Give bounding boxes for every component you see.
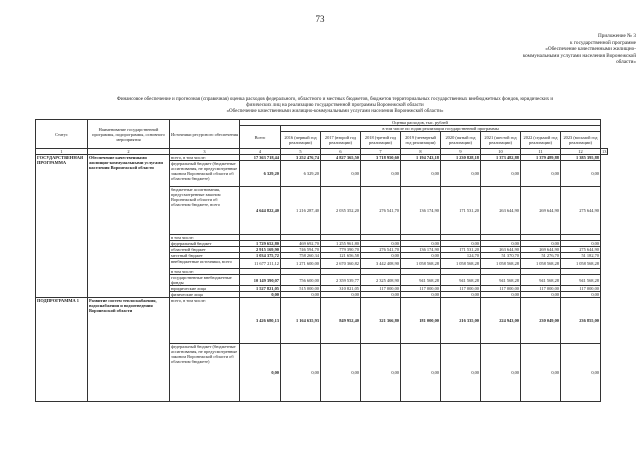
value-year: 0,00 bbox=[441, 344, 481, 402]
row-status: ГОСУДАРСТВЕННАЯ ПРОГРАММА bbox=[36, 155, 88, 298]
value-year: 0,00 bbox=[321, 161, 361, 187]
value-year: 0,00 bbox=[361, 253, 401, 259]
value-total: 6 329,20 bbox=[240, 161, 281, 187]
value-year: 3 252 476,74 bbox=[281, 155, 321, 161]
value-year: 1 058 568,28 bbox=[401, 259, 441, 269]
value-year: 1 379 489,88 bbox=[521, 155, 561, 161]
row-source: физические лица bbox=[170, 292, 240, 298]
value-year: 4 827 365,50 bbox=[321, 155, 361, 161]
page-number: 73 bbox=[315, 14, 325, 24]
column-number: 10 bbox=[481, 149, 521, 155]
value-year: 0,00 bbox=[401, 253, 441, 259]
value-year: 171 531,20 bbox=[441, 247, 481, 253]
value-year: 1 230 828,18 bbox=[441, 155, 481, 161]
value-year: 236 855,00 bbox=[561, 298, 601, 344]
value-year: 515 000,00 bbox=[281, 286, 321, 292]
header-source: Источники ресурсного обеспечения bbox=[170, 120, 240, 149]
column-number: 6 bbox=[321, 149, 361, 155]
value-year: 1 194 743,18 bbox=[401, 155, 441, 161]
value-year: 224 943,00 bbox=[481, 298, 521, 344]
column-number: 12 bbox=[561, 149, 601, 155]
value-year: 0,00 bbox=[361, 344, 401, 402]
appendix-line: «Обеспечение качественными жилищно- bbox=[545, 46, 636, 53]
header-year: 2017 (второй год реализации) bbox=[321, 132, 361, 149]
value-year: 0,00 bbox=[561, 241, 601, 247]
value-year: 0,00 bbox=[481, 344, 521, 402]
value-year: 941 568,28 bbox=[561, 275, 601, 286]
value-year: 230 049,00 bbox=[521, 298, 561, 344]
value-year: 0,00 bbox=[521, 241, 561, 247]
column-number: 5 bbox=[281, 149, 321, 155]
value-year: 321 366,80 bbox=[361, 298, 401, 344]
row-source: бюджетные ассигнования, предусмотренные законом Воронежской области об областном бюджете, всего bbox=[170, 187, 240, 235]
value-year: 0,00 bbox=[481, 241, 521, 247]
value-year: 746 594,70 bbox=[281, 247, 321, 253]
value-year: 0,00 bbox=[441, 161, 481, 187]
value-year: 469 692,70 bbox=[281, 241, 321, 247]
value-year: 941 568,28 bbox=[441, 275, 481, 286]
value-year: 310 821,05 bbox=[321, 286, 361, 292]
row-source: областной бюджет bbox=[170, 247, 240, 253]
value-year: 1 385 395,88 bbox=[561, 155, 601, 161]
value-year: 0,00 bbox=[361, 241, 401, 247]
value-total: 0,00 bbox=[240, 292, 281, 298]
row-name: Развитие систем теплоснабжения, водоснабжения и водоотведения Воронежской области bbox=[88, 298, 170, 402]
value-total: 1 729 652,80 bbox=[240, 241, 281, 247]
column-number: 4 bbox=[240, 149, 281, 155]
value-year: 121 656,58 bbox=[321, 253, 361, 259]
value-year: 117 000,00 bbox=[401, 286, 441, 292]
value-year: 0,00 bbox=[481, 161, 521, 187]
column-number: 7 bbox=[361, 149, 401, 155]
header-estimate: Оценка расходов, тыс. рублей bbox=[240, 120, 601, 126]
value-year: 181 000,00 bbox=[401, 298, 441, 344]
value-year: 1 216 287,40 bbox=[281, 187, 321, 235]
value-year: 0,00 bbox=[521, 161, 561, 187]
value-year: 276 541,70 bbox=[361, 187, 401, 235]
row-source: местный бюджет bbox=[170, 253, 240, 259]
value-year: 758 260,34 bbox=[281, 253, 321, 259]
row-source: юридические лица bbox=[170, 286, 240, 292]
appendix-line: Приложение № 3 bbox=[598, 33, 636, 39]
row-source: всего, в том числе: bbox=[170, 298, 240, 344]
value-year: 263 644,90 bbox=[481, 247, 521, 253]
value-year: 0,00 bbox=[401, 241, 441, 247]
header-year: 2018 (третий год реализации) bbox=[361, 132, 401, 149]
header-total: Всего bbox=[240, 126, 281, 149]
value-year: 216 335,00 bbox=[441, 298, 481, 344]
value-total: 2 915 169,90 bbox=[240, 247, 281, 253]
appendix-line: к государственной программе bbox=[570, 39, 636, 46]
value-year: 275 644,90 bbox=[561, 187, 601, 235]
value-year: 0,00 bbox=[561, 161, 601, 187]
value-year: 0,00 bbox=[281, 344, 321, 402]
value-year: 0,00 bbox=[321, 292, 361, 298]
value-year: 0,00 bbox=[561, 344, 601, 402]
heading-line: «Обеспечение качественными жилищно-коммунальными услугами населения Воронежской области» bbox=[226, 109, 444, 115]
row-source: федеральный бюджет bbox=[170, 241, 240, 247]
value-year: 2 359 539,77 bbox=[321, 275, 361, 286]
value-year: 779 390,70 bbox=[321, 247, 361, 253]
value-year: 117 000,00 bbox=[521, 286, 561, 292]
value-year: 0,00 bbox=[401, 161, 441, 187]
appendix-line: области» bbox=[616, 59, 636, 66]
value-year: 941 568,28 bbox=[401, 275, 441, 286]
value-year: 941 568,28 bbox=[521, 275, 561, 286]
value-year: 2 035 352,20 bbox=[321, 187, 361, 235]
row-source: всего, в том числе: bbox=[170, 155, 240, 161]
value-year: 171 531,20 bbox=[441, 187, 481, 235]
value-year: 269 644,90 bbox=[521, 187, 561, 235]
value-year: 117 000,00 bbox=[561, 286, 601, 292]
value-year: 263 644,90 bbox=[481, 187, 521, 235]
value-year: 0,00 bbox=[321, 344, 361, 402]
value-year: 117 000,00 bbox=[361, 286, 401, 292]
value-year: 269 644,90 bbox=[521, 247, 561, 253]
table-row bbox=[36, 298, 608, 344]
value-year: 0,00 bbox=[361, 292, 401, 298]
value-year: 1 164 635,93 bbox=[281, 298, 321, 344]
value-year: 0,00 bbox=[401, 344, 441, 402]
value-year: 117 000,00 bbox=[441, 286, 481, 292]
appendix-caption bbox=[430, 33, 636, 66]
value-year: 0,00 bbox=[481, 292, 521, 298]
financing-table bbox=[35, 119, 608, 402]
table-body bbox=[36, 120, 608, 402]
header-year: 2021 (шестой год реализации) bbox=[481, 132, 521, 149]
row-source: в том числе: bbox=[170, 235, 240, 241]
value-year: 276 541,70 bbox=[361, 247, 401, 253]
header-by-years: в том числе по годам реализации государственной программы bbox=[281, 126, 601, 132]
value-year: 0,00 bbox=[361, 161, 401, 187]
value-year: 1 271 600,00 bbox=[281, 259, 321, 269]
document-heading bbox=[40, 97, 630, 116]
value-year: 0,00 bbox=[441, 241, 481, 247]
row-source: федеральный бюджет (бюджетные ассигнования, не предусмотренные законом Воронежской области об областном бюджете) bbox=[170, 344, 240, 402]
value-year: 136 174,90 bbox=[401, 247, 441, 253]
value-year: 136 174,90 bbox=[401, 187, 441, 235]
column-number: 3 bbox=[170, 149, 240, 155]
value-total: 3 426 680,13 bbox=[240, 298, 281, 344]
value-year: 0,00 bbox=[521, 292, 561, 298]
row-source: государственные внебюджетные фонды bbox=[170, 275, 240, 286]
column-number: 2 bbox=[88, 149, 170, 155]
column-number: 8 bbox=[401, 149, 441, 155]
column-number: 1 bbox=[36, 149, 88, 155]
value-year: 1 255 961,80 bbox=[321, 241, 361, 247]
value-year: 1 058 568,28 bbox=[481, 259, 521, 269]
value-year: 0,00 bbox=[281, 292, 321, 298]
value-year: 117 000,00 bbox=[481, 286, 521, 292]
value-year: 51 276,70 bbox=[521, 253, 561, 259]
value-year: 1 058 568,28 bbox=[561, 259, 601, 269]
value-year: 1 058 568,28 bbox=[521, 259, 561, 269]
value-year: 0,00 bbox=[561, 292, 601, 298]
row-source: федеральный бюджет (бюджетные ассигнования, не предусмотренные законом Воронежской области об областном бюджете) bbox=[170, 161, 240, 187]
value-year: 0,00 bbox=[521, 344, 561, 402]
header-name: Наименование государственной программы, подпрограммы, основного мероприятия bbox=[88, 120, 170, 149]
value-total: 1 527 821,05 bbox=[240, 286, 281, 292]
value-total: 0,00 bbox=[240, 344, 281, 402]
value-year: 3 718 950,60 bbox=[361, 155, 401, 161]
value-year: 0,00 bbox=[441, 292, 481, 298]
value-year: 1 373 482,88 bbox=[481, 155, 521, 161]
row-status: ПОДПРОГРАММА 1 bbox=[36, 298, 88, 402]
value-year: 51 182,70 bbox=[561, 253, 601, 259]
value-year: 2 325 408,90 bbox=[361, 275, 401, 286]
heading-line: физических лиц на реализацию государственной программы Воронежской области bbox=[246, 103, 424, 109]
header-year: 2019 (четвертый год реализации) bbox=[401, 132, 441, 149]
row-source: в том числе: bbox=[170, 269, 240, 275]
column-number: 9 bbox=[441, 149, 481, 155]
heading-line: Финансовое обеспечение и прогнозная (справочная) оценка расходов федерального, областного и местных бюджетов, бюджетов территориальных государственных внебюджетных фондов, юридических и bbox=[116, 97, 554, 102]
row-source: внебюджетные источники, всего bbox=[170, 259, 240, 269]
value-year: 0,00 bbox=[401, 292, 441, 298]
value-year: 756 600,00 bbox=[281, 275, 321, 286]
header-year: 2016 (первый год реализации) bbox=[281, 132, 321, 149]
value-year: 2 670 360,82 bbox=[321, 259, 361, 269]
value-total: 4 644 822,40 bbox=[240, 187, 281, 235]
value-year: 6 329,20 bbox=[281, 161, 321, 187]
header-status: Статус bbox=[36, 120, 88, 149]
value-year: 941 568,28 bbox=[481, 275, 521, 286]
value-year: 849 952,40 bbox=[321, 298, 361, 344]
row-name: Обеспечение качественными жилищно-коммунальными услугами населения Воронежской области bbox=[88, 155, 170, 298]
value-year: 275 644,90 bbox=[561, 247, 601, 253]
value-total: 1 034 375,72 bbox=[240, 253, 281, 259]
value-total: 17 363 718,44 bbox=[240, 155, 281, 161]
value-year: 51 370,70 bbox=[481, 253, 521, 259]
value-total: 11 677 211,12 bbox=[240, 259, 281, 269]
header-year: 2022 (седьмой год реализации) bbox=[521, 132, 561, 149]
column-number: 13 bbox=[602, 149, 607, 154]
column-number: 11 bbox=[521, 149, 561, 155]
value-total: 10 149 390,07 bbox=[240, 275, 281, 286]
value-year: 124,70 bbox=[441, 253, 481, 259]
header-year: 2020 (пятый год реализации) bbox=[441, 132, 481, 149]
appendix-line: коммунальными услугами населения Воронежской bbox=[522, 52, 636, 59]
value-year: 1 058 568,28 bbox=[441, 259, 481, 269]
value-year: 3 442 408,90 bbox=[361, 259, 401, 269]
header-year: 2023 (восьмой год реализации) bbox=[561, 132, 601, 149]
